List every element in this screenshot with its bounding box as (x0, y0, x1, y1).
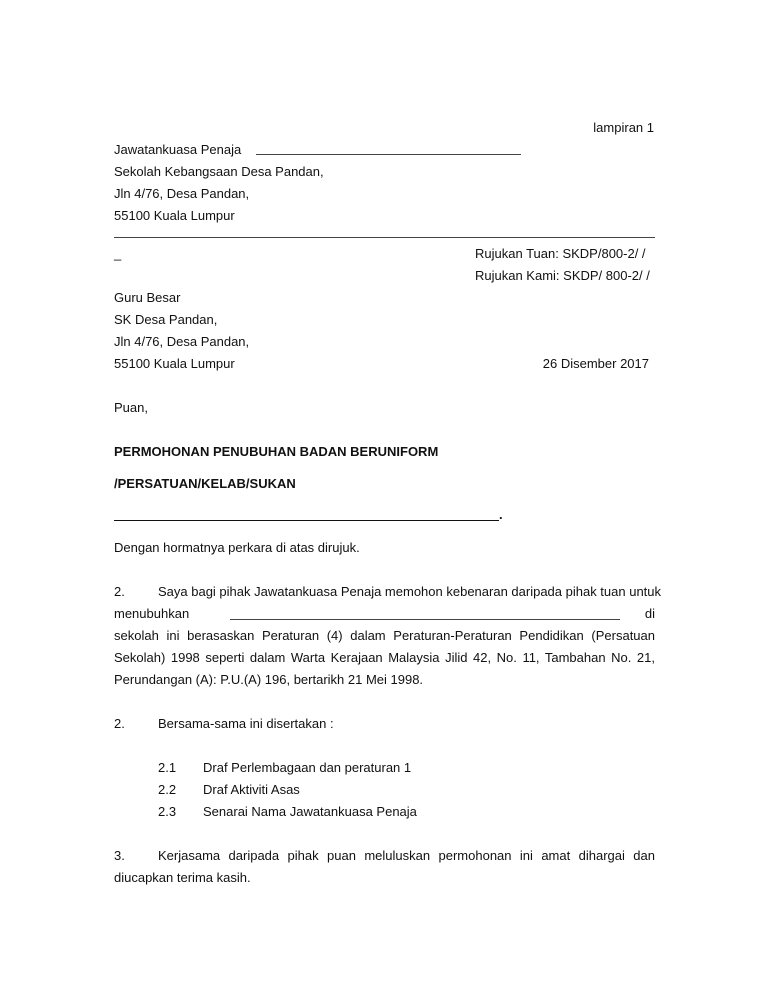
para3-number: 3. (114, 848, 125, 863)
recipient-school: SK Desa Pandan, (114, 312, 218, 327)
opening-sentence: Dengan hormatnya perkara di atas dirujuk. (114, 540, 360, 555)
sender-school: Sekolah Kebangsaan Desa Pandan, (114, 164, 324, 179)
separator-mark: _ (114, 246, 122, 261)
para2-line-5: Perundangan (A): P.U.(A) 196, bertarikh 21 Mei 1998. (114, 672, 424, 687)
subject-line-2: /PERSATUAN/KELAB/SUKAN (114, 476, 296, 491)
attachment-label: lampiran 1 (593, 120, 654, 135)
subject-trailing-period: . (499, 507, 503, 522)
attach-text: Bersama-sama ini disertakan : (158, 716, 334, 731)
letter-date: 26 Disember 2017 (542, 356, 649, 371)
attach-item-num: 2.2 (158, 782, 177, 797)
attach-item-text: Senarai Nama Jawatankuasa Penaja (203, 804, 417, 819)
attach-item-text: Draf Aktiviti Asas (203, 782, 300, 797)
para2-line-1: Saya bagi pihak Jawatankuasa Penaja memohon kebenaran daripada pihak tuan untuk (158, 584, 662, 599)
reference-ours: Rujukan Kami: SKDP/ 800-2/ / (475, 268, 650, 283)
attach-item-num: 2.1 (158, 760, 177, 775)
salutation: Puan, (114, 400, 148, 415)
recipient-city: 55100 Kuala Lumpur (114, 356, 235, 371)
sender-city: 55100 Kuala Lumpur (114, 208, 235, 223)
sender-committee-label: Jawatankuasa Penaja (114, 142, 242, 157)
reference-yours: Rujukan Tuan: SKDP/800-2/ / (475, 246, 646, 261)
attach-item-text: Draf Perlembagaan dan peraturan 1 (203, 760, 412, 775)
attach-number: 2. (114, 716, 125, 731)
subject-line-1: PERMOHONAN PENUBUHAN BADAN BERUNIFORM (114, 444, 439, 459)
committee-name-blank[interactable] (256, 154, 521, 155)
recipient-street: Jln 4/76, Desa Pandan, (114, 334, 250, 349)
body-name-blank[interactable] (230, 619, 620, 620)
para2-number: 2. (114, 584, 125, 599)
para2-line-2-start: menubuhkan (114, 606, 190, 621)
attach-item-num: 2.3 (158, 804, 177, 819)
header-separator (114, 237, 655, 238)
para2-line-3: sekolah ini berasaskan Peraturan (4) dalam Peraturan-Peraturan Pendidikan (Persatuan (114, 628, 655, 643)
subject-name-blank[interactable] (114, 520, 499, 521)
para3-line-2: diucapkan terima kasih. (114, 870, 251, 885)
recipient-title: Guru Besar (114, 290, 181, 305)
para2-line-4: Sekolah) 1998 seperti dalam Warta Kerajaan Malaysia Jilid 42, No. 11, Tambahan No. 21, (114, 650, 655, 665)
sender-street: Jln 4/76, Desa Pandan, (114, 186, 250, 201)
para2-line-2-end: di (644, 606, 655, 621)
para3-line-1: Kerjasama daripada pihak puan meluluskan permohonan ini amat dihargai dan (158, 848, 655, 863)
